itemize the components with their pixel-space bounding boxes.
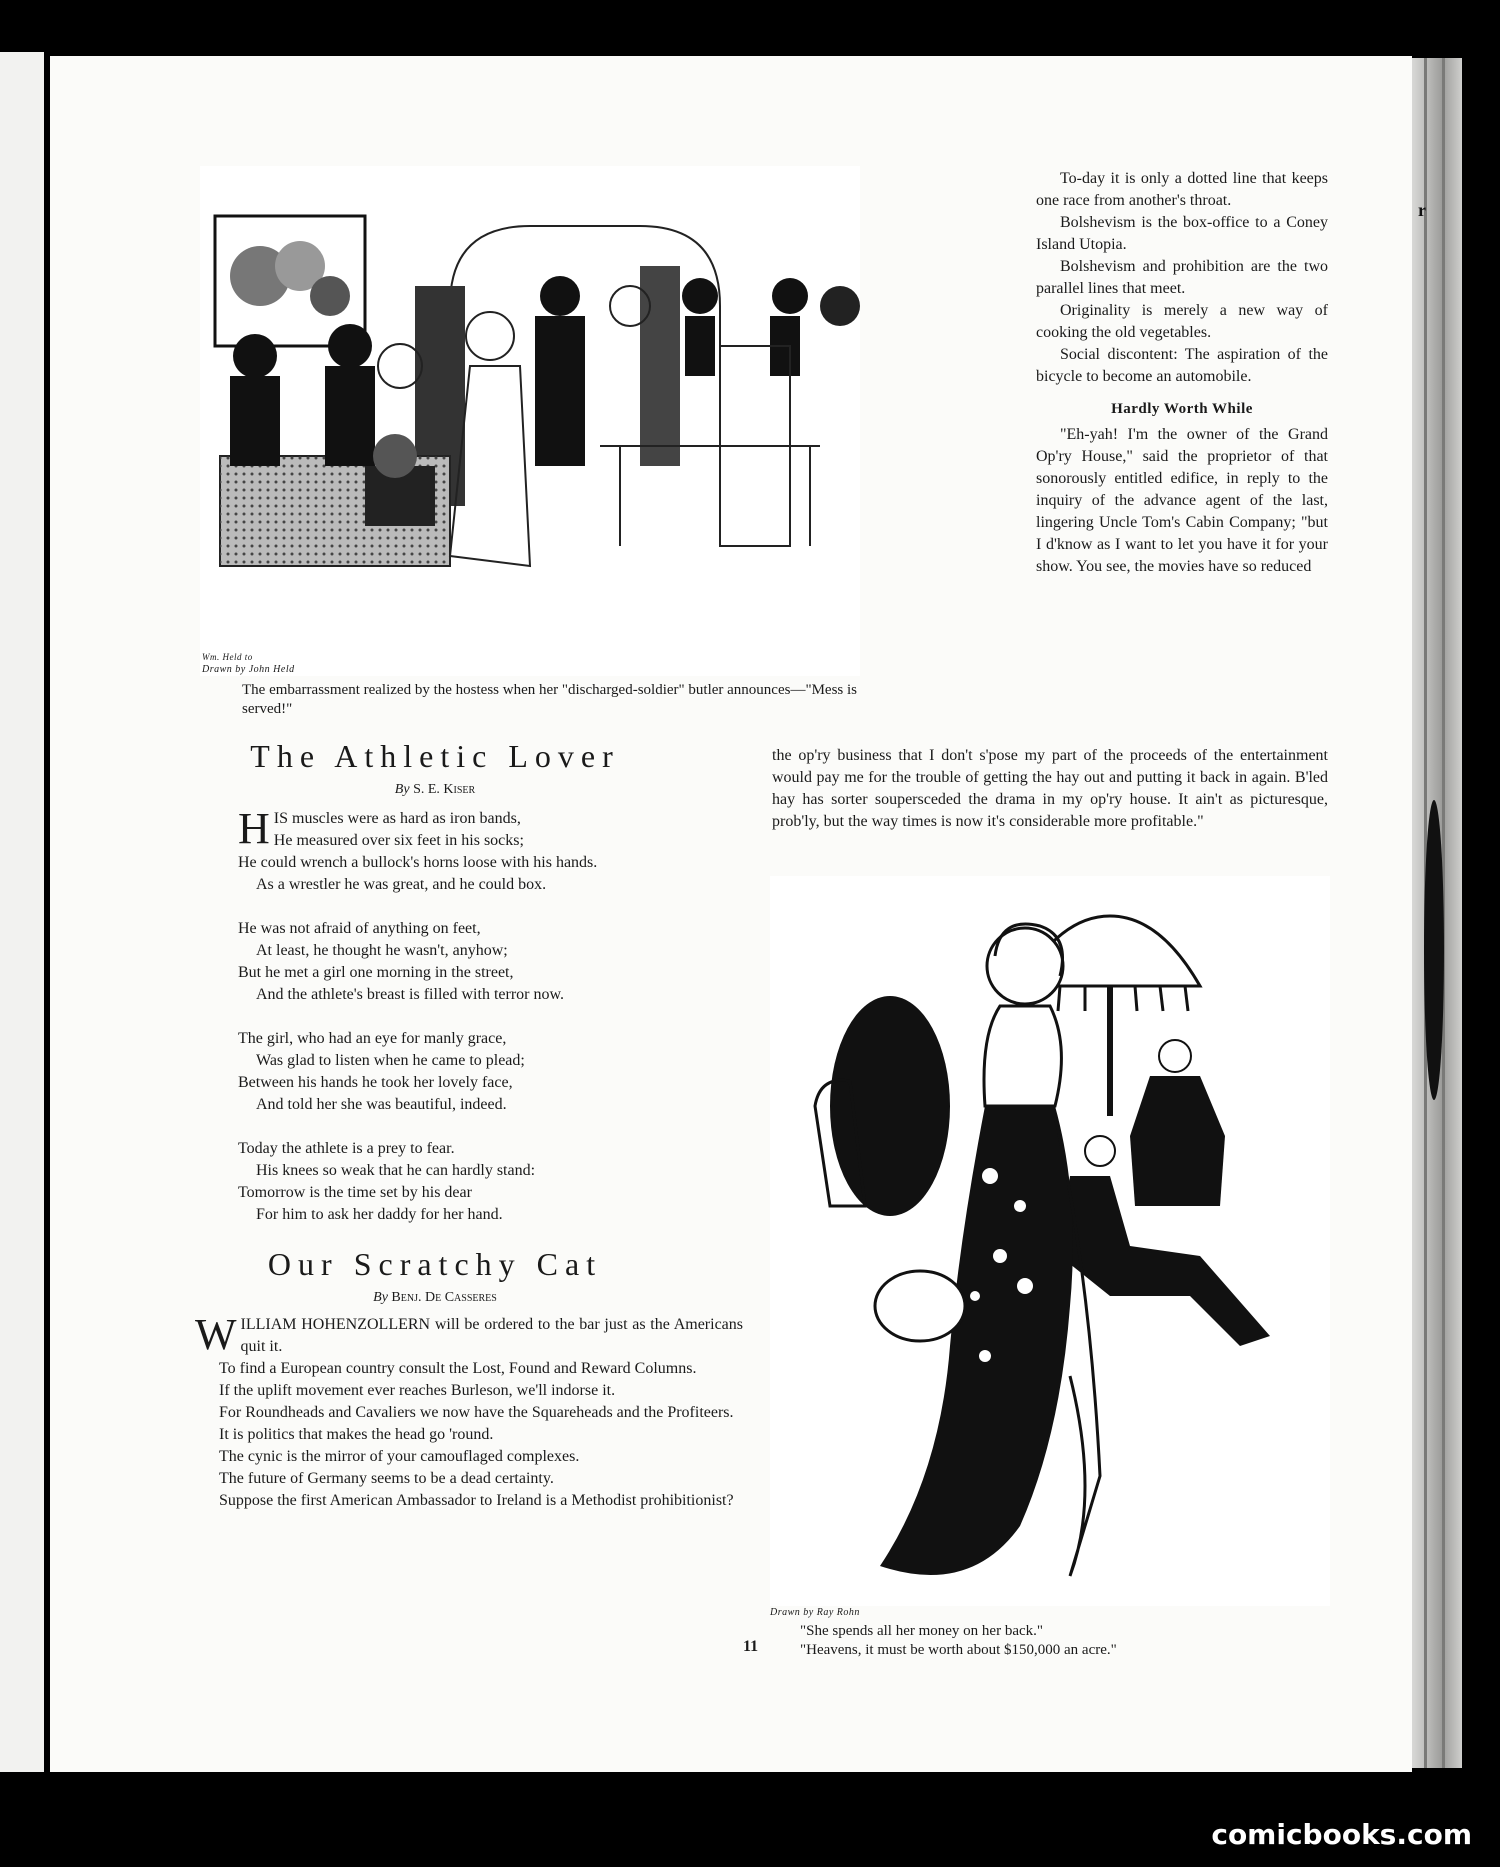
illustration-caption: "She spends all her money on her back." "Heavens, it must be worth about $150,000 an acre." [800,1623,1117,1658]
epigram-paragraph: Social discontent: The aspiration of the bicycle to become an automobile. [1036,346,1328,385]
stanza [238,804,758,896]
edge-letter: r [1418,200,1426,220]
epigram-paragraph: Bolshevism is the box-office to a Coney Island Utopia. [1036,214,1328,253]
poem-line: And told her she was beautiful, indeed. [256,1096,507,1113]
article-paragraph: To find a European country consult the Lost, Found and Reward Columns. [219,1360,697,1377]
stanza [238,918,758,1006]
section-heading: Hardly Worth While [1111,401,1253,417]
article-paragraph: The future of Germany seems to be a dead certainty. [219,1470,554,1487]
article-title: Our Scratchy Cat [267,1246,603,1282]
poem-line: And the athlete's breast is filled with terror now. [256,986,564,1003]
stanza [238,1028,758,1116]
story-paragraph: "Eh-yah! I'm the owner of the Grand Op'ry House," said the proprietor of that sonorously entitled edifice, in reply to the inquiry of the advance agent of the last, lingering Uncle Tom's Cabin Company; "but I d'know as I want to let you have it for your show. You see, the movies have so reduced [1036,426,1328,575]
story-continuation [772,745,1328,833]
drop-cap: W [195,1310,237,1359]
poem-byline: By S. E. Kiser [394,782,476,797]
poem-line: Between his hands he took her lovely face, [238,1074,513,1091]
article-paragraph: WILLIAM HOHENZOLLERN will be ordered to the bar just as the Americans quit it. [195,1310,743,1359]
illustration-credit: Drawn by Ray Rohn [770,1607,860,1618]
illustration-woman-in-gown [770,876,1330,1606]
poem-line: Today the athlete is a prey to fear. [238,1140,455,1157]
poem-line: Tomorrow is the time set by his dear [238,1184,472,1201]
article-paragraph: For Roundheads and Cavaliers we now have the Squareheads and the Profiteers. [219,1404,734,1421]
illustration-dinner-party [200,166,860,676]
poem-title: The Athletic Lover [250,738,620,774]
magazine-page [50,56,1412,1772]
poem-line: At least, he thought he wasn't, anyhow; [256,942,508,959]
illustration-caption: The embarrassment realized by the hostess when her "discharged-soldier" butler announces—"Mess is served!" [242,682,857,717]
poem-line: But he met a girl one morning in the street, [238,964,514,981]
poem-line: Was glad to listen when he came to plead; [256,1052,525,1069]
page-number: 11 [743,1638,759,1655]
article-paragraph: The cynic is the mirror of your camouflaged complexes. [219,1448,580,1465]
illustration-credit: Drawn by John Held [202,664,295,675]
poem-line: His knees so weak that he can hardly stand: [256,1162,536,1179]
left-page-edge [0,52,44,1772]
poem-line: IS muscles were as hard as iron bands, [273,810,521,827]
article-paragraph: If the uplift movement ever reaches Burleson, we'll indorse it. [219,1382,616,1399]
epigram-paragraph: To-day it is only a dotted line that keeps one race from another's throat. [1036,170,1328,209]
poem-line: He was not afraid of anything on feet, [238,920,481,937]
drop-cap: H [238,804,270,853]
article-paragraph: It is politics that makes the head go 'round. [219,1426,494,1443]
article-byline: By Benj. De Casseres [373,1290,497,1305]
poem-line: For him to ask her daddy for her hand. [256,1206,503,1223]
poem-line: He measured over six feet in his socks; [273,832,524,849]
article-body [195,1310,743,1512]
watermark: comicbooks.com [1211,1818,1472,1851]
poem-line: The girl, who had an eye for manly grace, [238,1030,507,1047]
poem-line: As a wrestler he was great, and he could box. [256,876,547,893]
epigram-paragraph: Bolshevism and prohibition are the two parallel lines that meet. [1036,258,1328,297]
poem-body [238,804,758,1248]
article-paragraph: Suppose the first American Ambassador to Ireland is a Methodist prohibitionist? [219,1492,734,1509]
right-column [1036,168,1328,578]
story-paragraph-continued: the op'ry business that I don't s'pose my part of the proceeds of the entertainment would pay me for the trouble of getting the hay out and putting it back in again. B'led hay has sorter soupersceded the drama in my op'ry house. It ain't as picturesque, prob'ly, but the way times is now it's considerable more profitable." [772,747,1328,830]
illustration-signature: Wm. Held to [202,652,253,662]
stanza [238,1138,758,1226]
epigram-paragraph: Originality is merely a new way of cooking the old vegetables. [1036,302,1328,341]
poem-line: He could wrench a bullock's horns loose with his hands. [238,854,598,871]
edge-illustration-fragment [1424,800,1444,1100]
